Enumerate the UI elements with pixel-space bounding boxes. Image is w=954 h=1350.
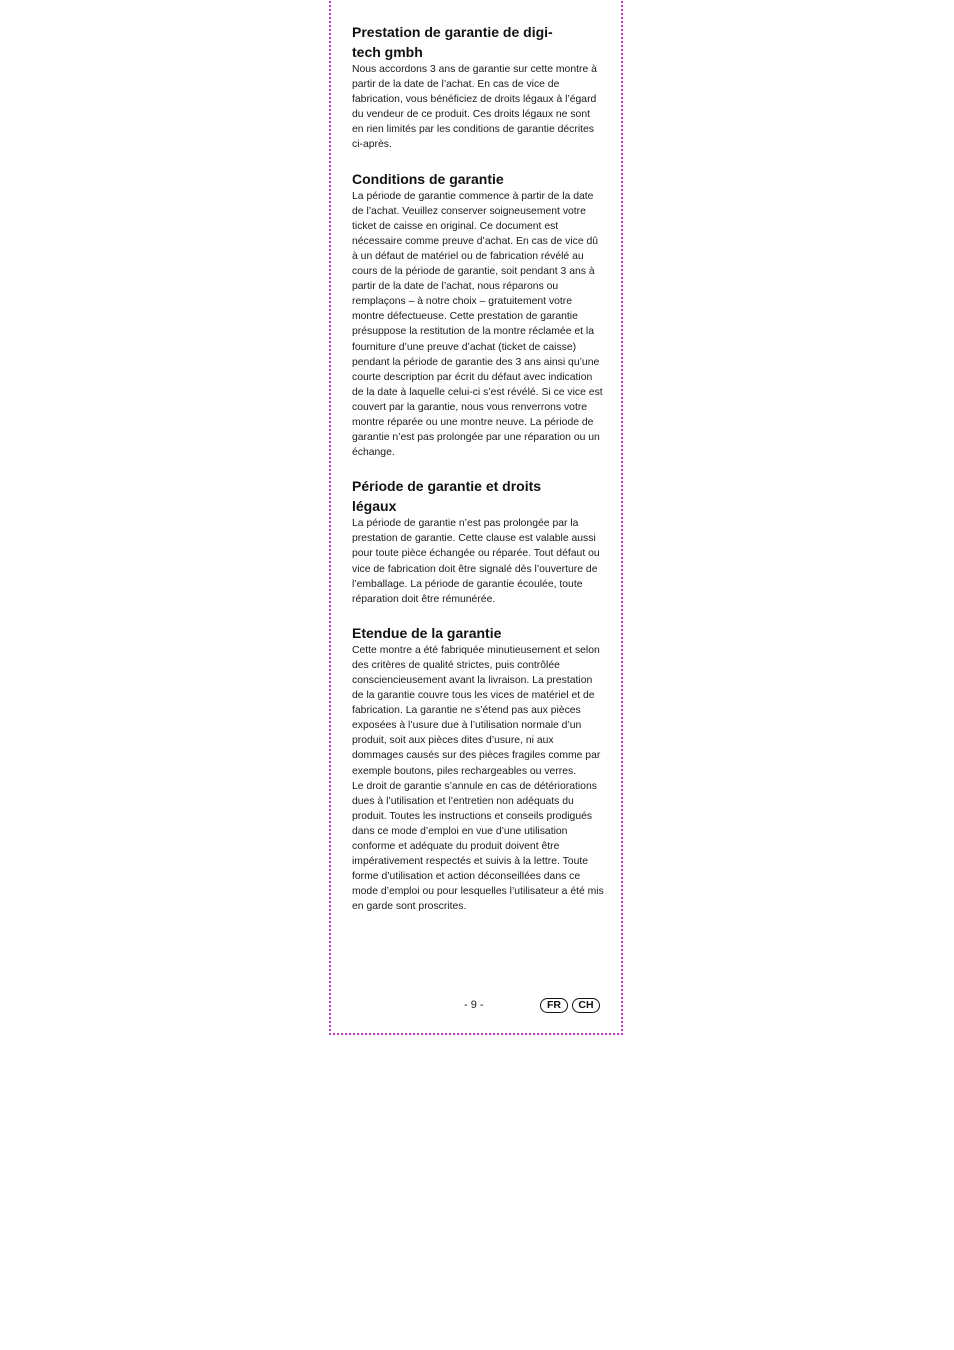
section-heading (352, 22, 604, 62)
heading-line: Période de garantie et droits (352, 478, 542, 495)
section-paragraph: La période de garantie n’est pas prolongée par la prestation de garantie. Cette clause est valable aussi pour toute pièce échangée ou réparée. Tout défaut ou vice de fabrication doit être signalé dès l’ouverture de l’emballage. La période de garantie écoulée, toute réparation doit être rémunérée. (352, 518, 600, 605)
section-heading: Etendue de la garantie (352, 624, 502, 641)
section-heading: Conditions de garantie (352, 170, 504, 187)
section-warranty-period-legal-rights (352, 476, 604, 607)
page-number: - 9 - (464, 999, 484, 1011)
section-paragraph: Nous accordons 3 ans de garantie sur cette montre à partir de la date de l’achat. En cas de vice de fabrication, vous bénéficiez de droits légaux à l’égard du vendeur de ce produit. Ces droits légaux ne sont en rien limités par les conditions de garantie décrites ci-après. (352, 64, 597, 151)
page-footer (352, 996, 604, 1016)
section-paragraph: Le droit de garantie s’annule en cas de détériorations dues à l’utilisation et l’entretien non adéquats du produit. Toutes les instructions et conseils prodigués dans ce mode d’emploi en vue d’une utilisation conforme et adéquate du produit doivent être impérativement respectés et suivis à la lettre. Toute forme d’utilisation et action déconseillées dans ce mode d’emploi ou pour lesquelles l’utilisateur a été mis en garde sont proscrites. (352, 780, 604, 913)
heading-line: légaux (352, 498, 397, 515)
section-warranty-scope (352, 623, 604, 915)
section-warranty-service (352, 22, 604, 153)
section-paragraph: Cette montre a été fabriquée minutieusement et selon des critères de qualité strictes, puis contrôlée consciencieusement avant la livraison. La prestation de la garantie couvre tous les vices de matériel et de fabrication. La garantie ne s’étend pas aux pièces exposées à l’usure due à l’utilisation normale d’un produit, soit aux pièces dites d’usure, ni aux dommages causés sur des pièces fragiles comme par exemple boutons, piles rechargeables ou verres. (352, 644, 601, 777)
section-heading (352, 476, 604, 516)
language-badges (540, 998, 600, 1013)
section-warranty-conditions (352, 169, 604, 461)
section-paragraph: La période de garantie commence à partir de la date de l’achat. Veuillez conserver soigneusement votre ticket de caisse en original. Ce document est nécessaire comme preuve d’achat. En cas de vice dû à un défaut de matériel ou de fabrication révélé au cours de la période de garantie, soit pendant 3 ans à partir de la date de l’achat, nous réparons ou remplaçons – à notre choix – gratuitement votre montre défectueuse. Cette prestation de garantie présuppose la restitution de la montre réclamée et la fourniture d’une preuve d’achat (ticket de caisse) pendant la période de garantie des 3 ans ainsi qu’une courte description par écrit du défaut avec indication de la date à laquelle celui-ci s’est révélé. Si ce vice est couvert par la garantie, nous vous renverrons votre montre réparée ou une montre neuve. La période de garantie n’est pas prolongée par une réparation ou un échange. (352, 190, 603, 459)
document-content (352, 22, 604, 931)
language-badge-fr: FR (540, 998, 568, 1013)
language-badge-ch: CH (572, 998, 600, 1013)
heading-line: Prestation de garantie de digi- (352, 24, 553, 40)
heading-line: tech gmbh (352, 44, 423, 60)
